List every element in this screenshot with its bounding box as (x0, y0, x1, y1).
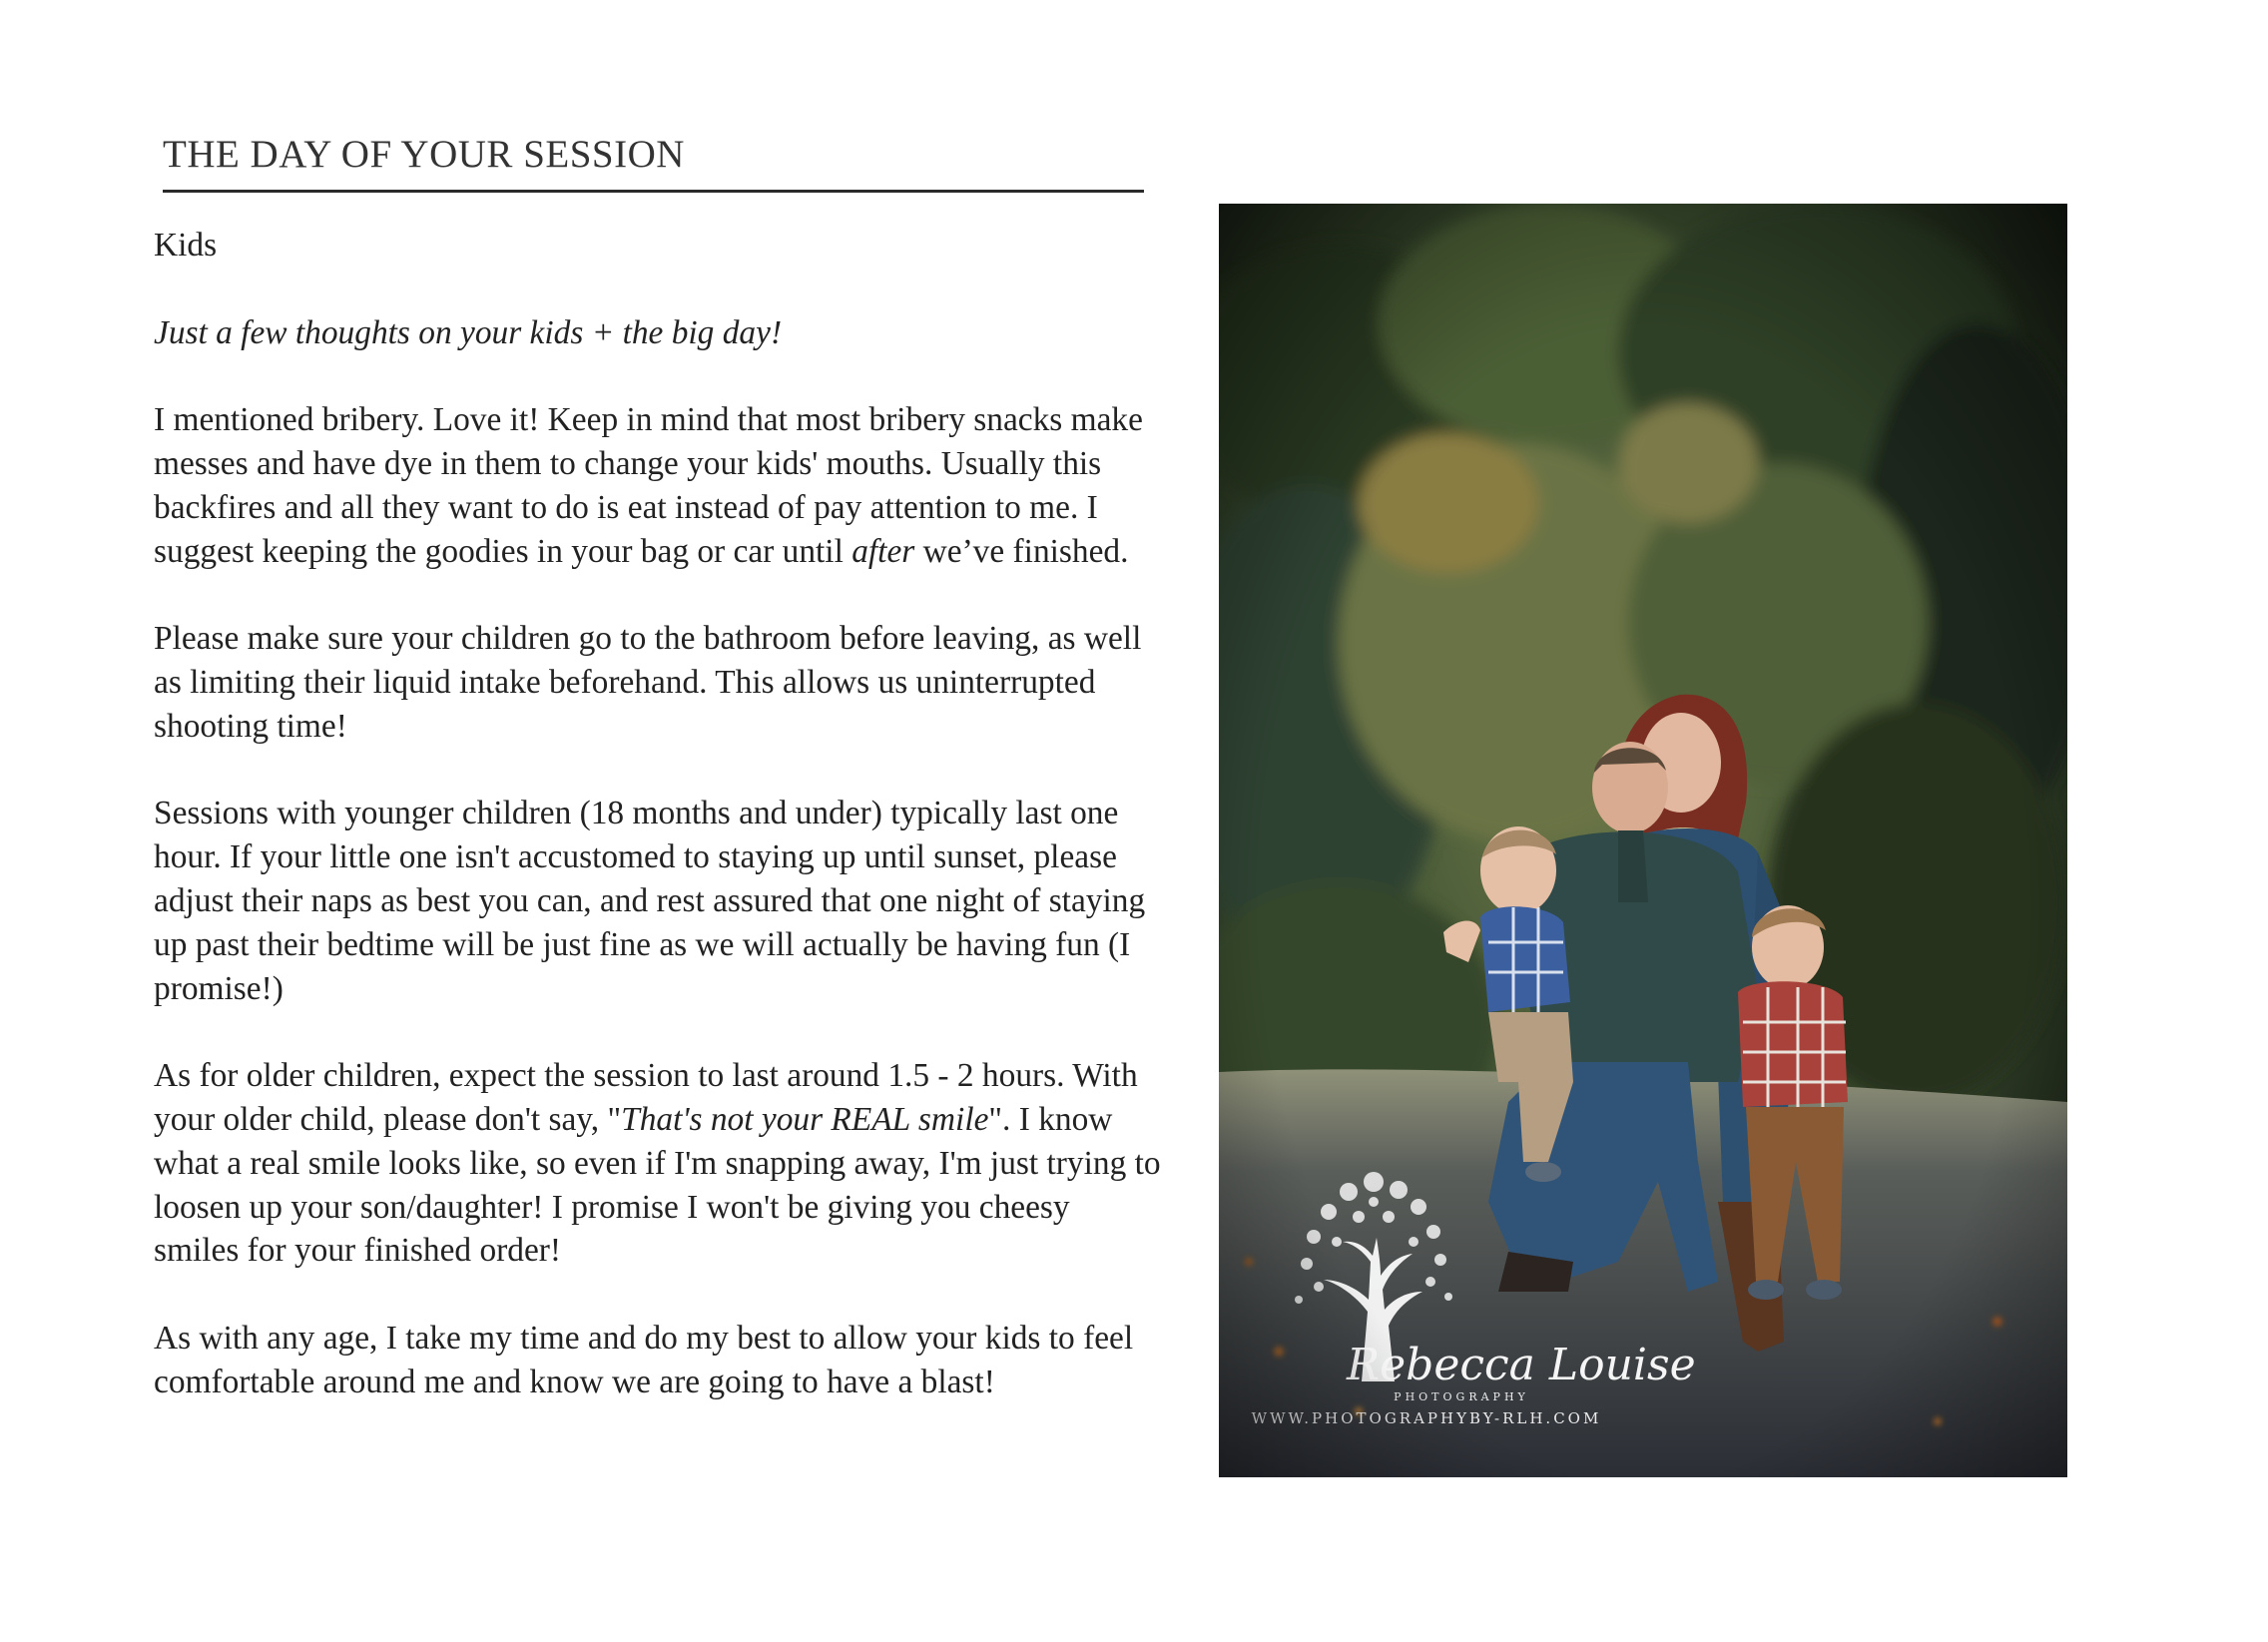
older-children-text-end: ". I know what a real smile looks like, so even if I'm snapping away, I'm just trying to loosen up your son/daughter! I promise I won't be giving you cheesy smiles for your finished order! (154, 1100, 1161, 1270)
paragraph-bathroom: Please make sure your children go to the bathroom before leaving, as well as limiting their liquid intake beforehand. This allows us uninterrupted shooting time! (154, 620, 1142, 745)
bribery-emphasis: after (851, 532, 915, 570)
intro-italic: Just a few thoughts on your kids + the big day! (154, 313, 783, 351)
section-intro (154, 311, 1162, 355)
bribery-text-end: we’ve finished. (914, 532, 1129, 570)
older-children-text: As for older children, expect the session to last around 1.5 - 2 hours. With your older child, please don't say, " (154, 1057, 1138, 1138)
paragraph-older-children (154, 1054, 1162, 1273)
heading-underline (163, 190, 1144, 193)
older-children-quote: That's not your REAL smile (621, 1100, 989, 1138)
photo-vignette (1219, 204, 2067, 1477)
family-photo (1219, 204, 2067, 1477)
body-text (154, 224, 1162, 1404)
page-heading: THE DAY OF YOUR SESSION (163, 133, 685, 176)
bribery-text: I mentioned bribery. Love it! Keep in mind that most bribery snacks make messes and have dye in them to change your kids' mouths. Usually this backfires and all they want to do is eat instead of pay attention to me. I suggest keeping the goodies in your bag or car until (154, 401, 1143, 570)
paragraph-bribery (154, 398, 1162, 573)
paragraph-younger-children: Sessions with younger children (18 months and under) typically last one hour. If your little one isn't accustomed to staying up until sunset, please adjust their naps as best you can, and rest assured that one night of staying up past their bedtime will be just fine as we will actually be having fun (I promise!) (154, 795, 1146, 1007)
section-subtitle: Kids (154, 227, 218, 264)
paragraph-any-age: As with any age, I take my time and do my best to allow your kids to feel comfortable around me and know we are going to have a blast! (154, 1319, 1134, 1400)
